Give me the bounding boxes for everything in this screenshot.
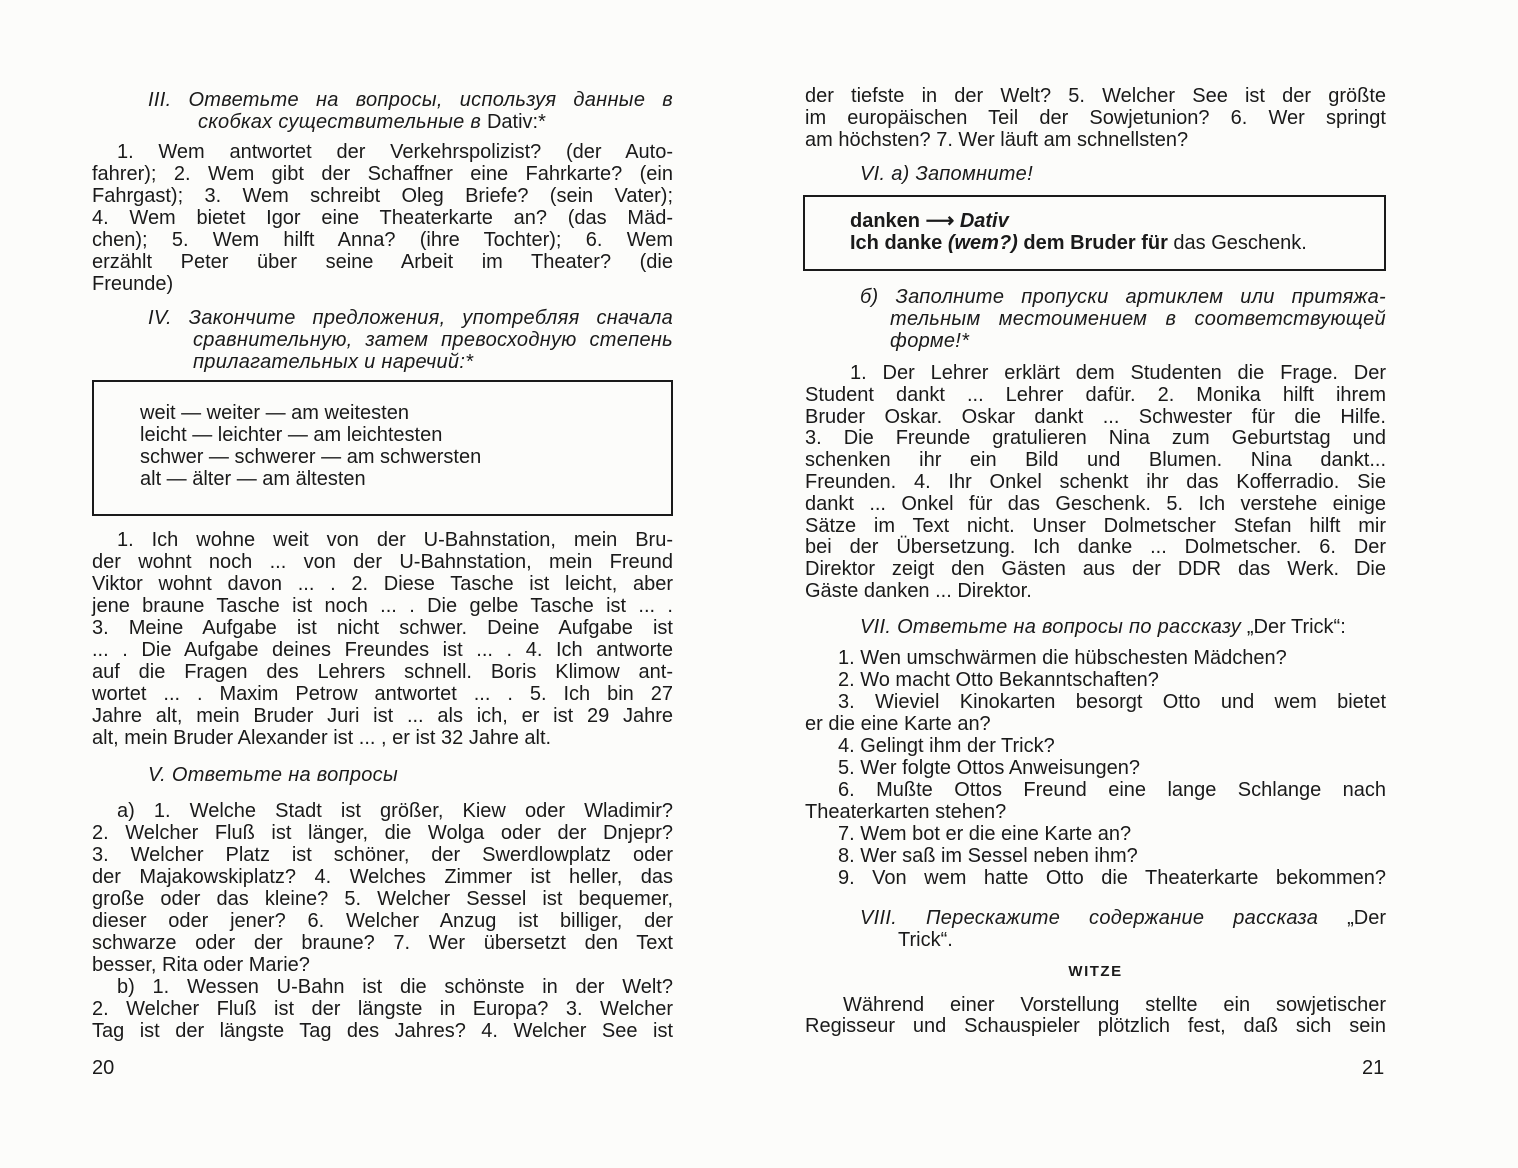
heading-text-de: „Der bbox=[1347, 907, 1387, 929]
rule-box bbox=[803, 195, 1386, 271]
text-line: Sätze im Text nicht. Unser Dolmetscher Stefan hilft mir bbox=[805, 514, 1386, 537]
text-line: dieser oder jener? 6. Welcher Anzug ist billiger, der bbox=[92, 910, 673, 932]
text-line: bei der Übersetzung. Ich danke ... Dolmetscher. 6. Der bbox=[805, 536, 1386, 559]
heading-line bbox=[805, 907, 1386, 929]
text-line: der tiefste in der Welt? 5. Welcher See ist der größte bbox=[805, 85, 1386, 107]
page-number: 21 bbox=[1362, 1057, 1385, 1079]
exercise-3-paragraph bbox=[92, 141, 673, 295]
text-line: schenken ihr ein Bild und Blumen. Nina dankt... bbox=[805, 449, 1386, 472]
exercise-5-heading bbox=[92, 764, 673, 786]
text-line: Während einer Vorstellung stellte ein sowjetischer bbox=[843, 994, 1386, 1016]
exercise-5b-continuation bbox=[805, 85, 1386, 151]
text-line: im europäischen Teil der Sowjetunion? 6. Wer springt bbox=[805, 107, 1386, 129]
text-line: 4. Wem bietet Igor eine Theaterkarte an? (das Mäd- bbox=[92, 207, 673, 229]
text-line: Tag ist der längste Tag des Jahres? 4. Welcher See ist bbox=[92, 1020, 673, 1042]
list-item bbox=[805, 691, 1386, 735]
list-item bbox=[805, 757, 1386, 779]
text-line: dankt ... Onkel für das Geschenk. 5. Ich verstehe einige bbox=[805, 492, 1386, 515]
text-line: wortet ... . Maxim Petrow antwortet ... . 5. Ich bin 27 bbox=[92, 683, 673, 705]
page-number: 20 bbox=[92, 1057, 115, 1079]
text-line: 3. Die Freunde gratulieren Nina zum Geburtstag und bbox=[805, 427, 1386, 450]
text-line: der Majakowskiplatz? 4. Welches Zimmer ist heller, das bbox=[92, 866, 673, 888]
text-line: Freunden. 4. Ihr Onkel schenkt ihr das Kofferradio. Sie bbox=[805, 470, 1386, 493]
text-line: Jahre alt, mein Bruder Juri ist ... als ich, er ist 29 Jahre bbox=[92, 705, 673, 727]
comparison-line: leicht — leichter — am leichtesten bbox=[140, 424, 443, 446]
list-item bbox=[805, 669, 1386, 691]
heading-line bbox=[92, 111, 673, 133]
witze-paragraph bbox=[805, 995, 1386, 1037]
exercise-6b-heading bbox=[805, 286, 1386, 352]
text-line: b) 1. Wessen U-Bahn ist die schönste in der Welt? bbox=[117, 976, 673, 998]
text-line: 2. Welcher Fluß ist länger, die Wolga oder der Dnjepr? bbox=[92, 822, 673, 844]
text-line: 1. Der Lehrer erklärt dem Studenten die Frage. Der bbox=[850, 362, 1386, 384]
heading-line: форме!* bbox=[890, 330, 970, 352]
exercise-6-paragraph bbox=[805, 363, 1386, 603]
example-middle: dem Bruder für bbox=[1023, 232, 1168, 254]
text-line: 1. Wem antwortet der Verkehrspolizist? (der Auto- bbox=[117, 141, 673, 163]
text-line: ... . Die Aufgabe deines Freundes ist ... . 4. Ich antworte bbox=[92, 639, 673, 661]
text-line: 8. Wer saß im Sessel neben ihm? bbox=[838, 845, 1138, 867]
witze-title: WITZE bbox=[1068, 963, 1123, 980]
text-line: der wohnt noch ... von der U-Bahnstation, mein Freund bbox=[92, 551, 673, 573]
heading-line: III. Ответьте на вопросы, используя данные в bbox=[148, 89, 673, 111]
exercise-8-heading bbox=[805, 907, 1386, 951]
text-line: 3. Meine Aufgabe ist nicht schwer. Deine Aufgabe ist bbox=[92, 617, 673, 639]
exercise-7-question-list bbox=[805, 647, 1386, 889]
text-line: Freunde) bbox=[92, 273, 174, 295]
heading-line: Trick“. bbox=[898, 929, 953, 951]
text-line: Viktor wohnt davon ... . 2. Diese Tasche ist leicht, aber bbox=[92, 573, 673, 595]
heading-text-ru: скобках существительные в bbox=[198, 111, 482, 133]
heading-line: V. Ответьте на вопросы bbox=[148, 764, 398, 786]
rule-verb: danken bbox=[850, 210, 921, 232]
list-item bbox=[805, 823, 1386, 845]
text-line: am höchsten? 7. Wer läuft am schnellsten? bbox=[805, 129, 1189, 151]
text-line: 3. Wieviel Kinokarten besorgt Otto und wem bietet bbox=[838, 691, 1386, 713]
rule-line bbox=[850, 210, 1384, 232]
text-line: Regisseur und Schauspieler plötzlich fest, daß sich sein bbox=[805, 1015, 1386, 1037]
text-line: Fahrgast); 3. Wem schreibt Oleg Briefe? (sein Vater); bbox=[92, 185, 673, 207]
arrow-icon: ⟶ bbox=[925, 210, 955, 232]
heading-text-de: Dativ:* bbox=[486, 111, 546, 133]
text-line: Bruder Oskar. Oskar dankt ... Schwester für die Hilfe. bbox=[805, 405, 1386, 428]
heading-text-de: „Der Trick“: bbox=[1246, 616, 1346, 638]
text-line: große oder das kleine? 5. Welcher Sessel ist bequemer, bbox=[92, 888, 673, 910]
rule-case: Dativ bbox=[959, 210, 1009, 232]
list-item bbox=[805, 867, 1386, 889]
comparison-box bbox=[92, 380, 673, 516]
text-line: Direktor zeigt den Gästen aus der DDR das Werk. Die bbox=[805, 558, 1386, 581]
heading-line: тельным местоимением в соответствующей bbox=[890, 308, 1386, 330]
text-line: 1. Ich wohne weit von der U-Bahnstation, mein Bru- bbox=[117, 529, 673, 551]
text-line: fahrer); 2. Wem gibt der Schaffner eine Fahrkarte? (ein bbox=[92, 163, 673, 185]
text-line: Student dankt ... Lehrer dafür. 2. Monika hilft ihrem bbox=[805, 383, 1386, 406]
exercise-4-paragraph bbox=[92, 529, 673, 749]
text-line: 3. Welcher Platz ist schöner, der Swerdlowplatz oder bbox=[92, 844, 673, 866]
text-line: Theaterkarten stehen? bbox=[805, 801, 1007, 823]
list-item bbox=[805, 779, 1386, 823]
list-item bbox=[805, 845, 1386, 867]
text-line: alt, mein Bruder Alexander ist ... , er ist 32 Jahre alt. bbox=[92, 727, 552, 749]
heading-line: сравнительную, затем превосходную степень bbox=[193, 329, 673, 351]
comparison-line: weit — weiter — am weitesten bbox=[140, 402, 409, 424]
heading-line bbox=[805, 616, 1386, 638]
text-line: a) 1. Welche Stadt ist größer, Kiew oder Wladimir? bbox=[117, 800, 673, 822]
text-line: 9. Von wem hatte Otto die Theaterkarte bekommen? bbox=[838, 867, 1386, 889]
text-line: besser, Rita oder Marie? bbox=[92, 954, 310, 976]
text-line: chen); 5. Wem hilft Anna? (ihre Tochter); 6. Wem bbox=[92, 229, 673, 251]
heading-text-ru: VIII. Перескажите содержание рассказа bbox=[860, 907, 1319, 929]
text-line: 5. Wer folgte Ottos Anweisungen? bbox=[838, 757, 1141, 779]
text-line: jene braune Tasche ist noch ... . Die gelbe Tasche ist ... . bbox=[92, 595, 673, 617]
comparison-line: alt — älter — am ältesten bbox=[140, 468, 366, 490]
heading-line: прилагательных и наречий:* bbox=[193, 351, 474, 373]
text-line: schwarze oder der braune? 7. Wer übersetzt den Text bbox=[92, 932, 673, 954]
text-line: 1. Wen umschwärmen die hübschesten Mädchen? bbox=[838, 647, 1287, 669]
text-line: er die eine Karte an? bbox=[805, 713, 991, 735]
text-line: 2. Welcher Fluß ist der längste in Europa? 3. Welcher bbox=[92, 998, 673, 1020]
heading-line: б) Заполните пропуски артиклем или притяжа- bbox=[860, 286, 1386, 308]
exercise-4-heading bbox=[92, 307, 673, 373]
text-line: erzählt Peter über seine Arbeit im Theater? (die bbox=[92, 251, 673, 273]
text-line: auf die Fragen des Lehrers schnell. Boris Klimow ant- bbox=[92, 661, 673, 683]
exercise-5b-paragraph bbox=[92, 976, 673, 1042]
exercise-3-heading bbox=[92, 89, 673, 133]
text-line: 7. Wem bot er die eine Karte an? bbox=[838, 823, 1132, 845]
list-item bbox=[805, 647, 1386, 669]
heading-line: VI. а) Запомните! bbox=[860, 163, 1033, 185]
comparison-line: schwer — schwerer — am schwersten bbox=[140, 446, 482, 468]
rule-example bbox=[850, 232, 1384, 254]
text-line: 2. Wo macht Otto Bekanntschaften? bbox=[838, 669, 1159, 691]
heading-text-ru: VII. Ответьте на вопросы по рассказу bbox=[860, 616, 1242, 638]
text-line: 6. Mußte Ottos Freund eine lange Schlange nach bbox=[838, 779, 1386, 801]
example-start: Ich danke bbox=[850, 232, 943, 254]
heading-line: IV. Закончите предложения, употребляя сначала bbox=[148, 307, 673, 329]
example-end: das Geschenk. bbox=[1173, 232, 1307, 254]
exercise-6-heading bbox=[805, 163, 1386, 185]
exercise-5a-paragraph bbox=[92, 800, 673, 976]
list-item bbox=[805, 735, 1386, 757]
text-line: 4. Gelingt ihm der Trick? bbox=[838, 735, 1055, 757]
exercise-7-heading bbox=[805, 616, 1386, 638]
text-line: Gäste danken ... Direktor. bbox=[805, 579, 1032, 602]
example-question: (wem?) bbox=[947, 232, 1018, 254]
